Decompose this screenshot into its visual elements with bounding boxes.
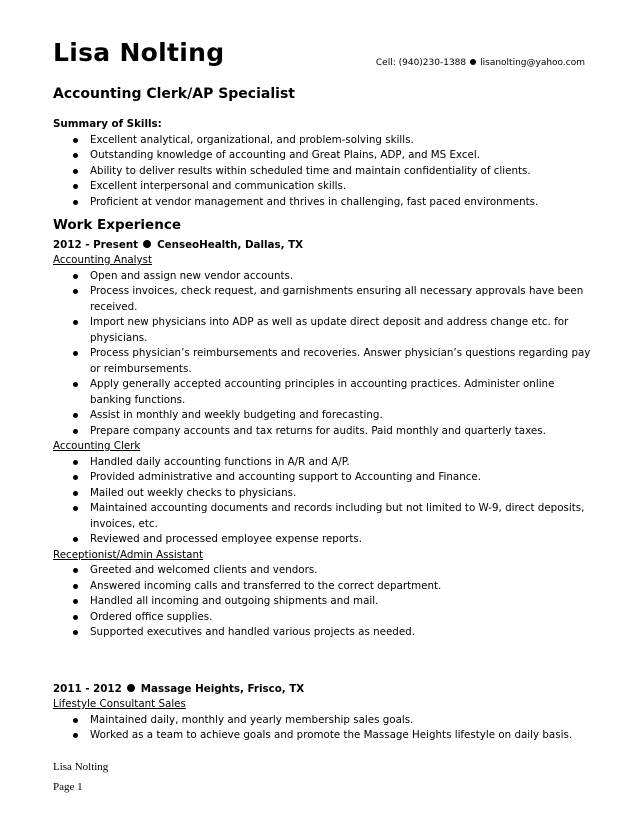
list-item: Open and assign new vendor accounts. [53, 269, 593, 285]
list-item: Outstanding knowledge of accounting and Great Plains, ADP, and MS Excel. [53, 148, 593, 164]
list-item: Proficient at vendor management and thrives in challenging, fast paced environments. [53, 195, 593, 211]
role-duties [53, 269, 593, 440]
role-title: Accounting Analyst [53, 254, 153, 266]
role-duties [53, 563, 593, 641]
bullet-icon [143, 240, 151, 248]
list-item: Ordered office supplies. [53, 610, 593, 626]
contact-info [376, 58, 585, 68]
list-item: Apply generally accepted accounting principles in accounting practices. Administer online banking functions. [53, 377, 593, 408]
bullet-icon [470, 59, 476, 65]
email-address: lisanolting@yahoo.com [480, 58, 585, 68]
list-item: Excellent interpersonal and communication skills. [53, 179, 593, 195]
list-item: Prepare company accounts and tax returns for audits. Paid monthly and quarterly taxes. [53, 424, 593, 440]
role-title: Lifestyle Consultant Sales [53, 698, 186, 710]
job-header [53, 682, 593, 698]
list-item: Supported executives and handled various projects as needed. [53, 625, 593, 641]
list-item: Provided administrative and accounting support to Accounting and Finance. [53, 470, 593, 486]
role-title: Accounting Clerk [53, 440, 141, 452]
list-item: Greeted and welcomed clients and vendors. [53, 563, 593, 579]
job-dates: 2011 - 2012 [53, 682, 122, 695]
list-item: Maintained accounting documents and records including but not limited to W-9, direct deposits, invoices, etc. [53, 501, 593, 532]
list-item: Process invoices, check request, and garnishments ensuring all necessary approvals have been received. [53, 284, 593, 315]
bullet-icon [127, 684, 135, 692]
page-footer [53, 757, 108, 797]
list-item: Mailed out weekly checks to physicians. [53, 486, 593, 502]
resume-body [53, 117, 593, 744]
list-item: Import new physicians into ADP as well as update direct deposit and address change etc. for physicians. [53, 315, 593, 346]
phone-number: Cell: (940)230-1388 [375, 58, 467, 68]
list-item: Worked as a team to achieve goals and promote the Massage Heights lifestyle on daily basis. [53, 728, 593, 744]
job-header [53, 238, 593, 254]
role-title: Receptionist/Admin Assistant [53, 548, 204, 561]
footer-name: Lisa Nolting [53, 761, 109, 773]
job-title: Accounting Clerk/AP Specialist [53, 86, 295, 102]
job-dates: 2012 - Present [53, 238, 139, 251]
list-item: Handled daily accounting functions in A/R and A/P. [53, 455, 593, 471]
experience-heading: Work Experience [53, 217, 181, 233]
list-item: Excellent analytical, organizational, and problem-solving skills. [53, 133, 593, 149]
list-item: Ability to deliver results within scheduled time and maintain confidentiality of clients. [53, 164, 593, 180]
page-number: Page 1 [53, 781, 83, 793]
list-item: Reviewed and processed employee expense reports. [53, 532, 593, 548]
list-item: Answered incoming calls and transferred to the correct department. [53, 579, 593, 595]
role-duties [53, 455, 593, 548]
list-item: Maintained daily, monthly and yearly membership sales goals. [53, 713, 593, 729]
candidate-name: Lisa Nolting [53, 38, 225, 67]
job-company: Massage Heights, Frisco, TX [140, 682, 305, 695]
list-item: Assist in monthly and weekly budgeting and forecasting. [53, 408, 593, 424]
list-item: Handled all incoming and outgoing shipments and mail. [53, 594, 593, 610]
job-company: CenseoHealth, Dallas, TX [157, 238, 304, 251]
skills-list [53, 133, 593, 211]
skills-heading: Summary of Skills: [53, 118, 162, 130]
list-item: Process physician’s reimbursements and recoveries. Answer physician’s questions regarding pay or reimbursements. [53, 346, 593, 377]
spacer [53, 641, 593, 682]
role-duties [53, 713, 593, 744]
